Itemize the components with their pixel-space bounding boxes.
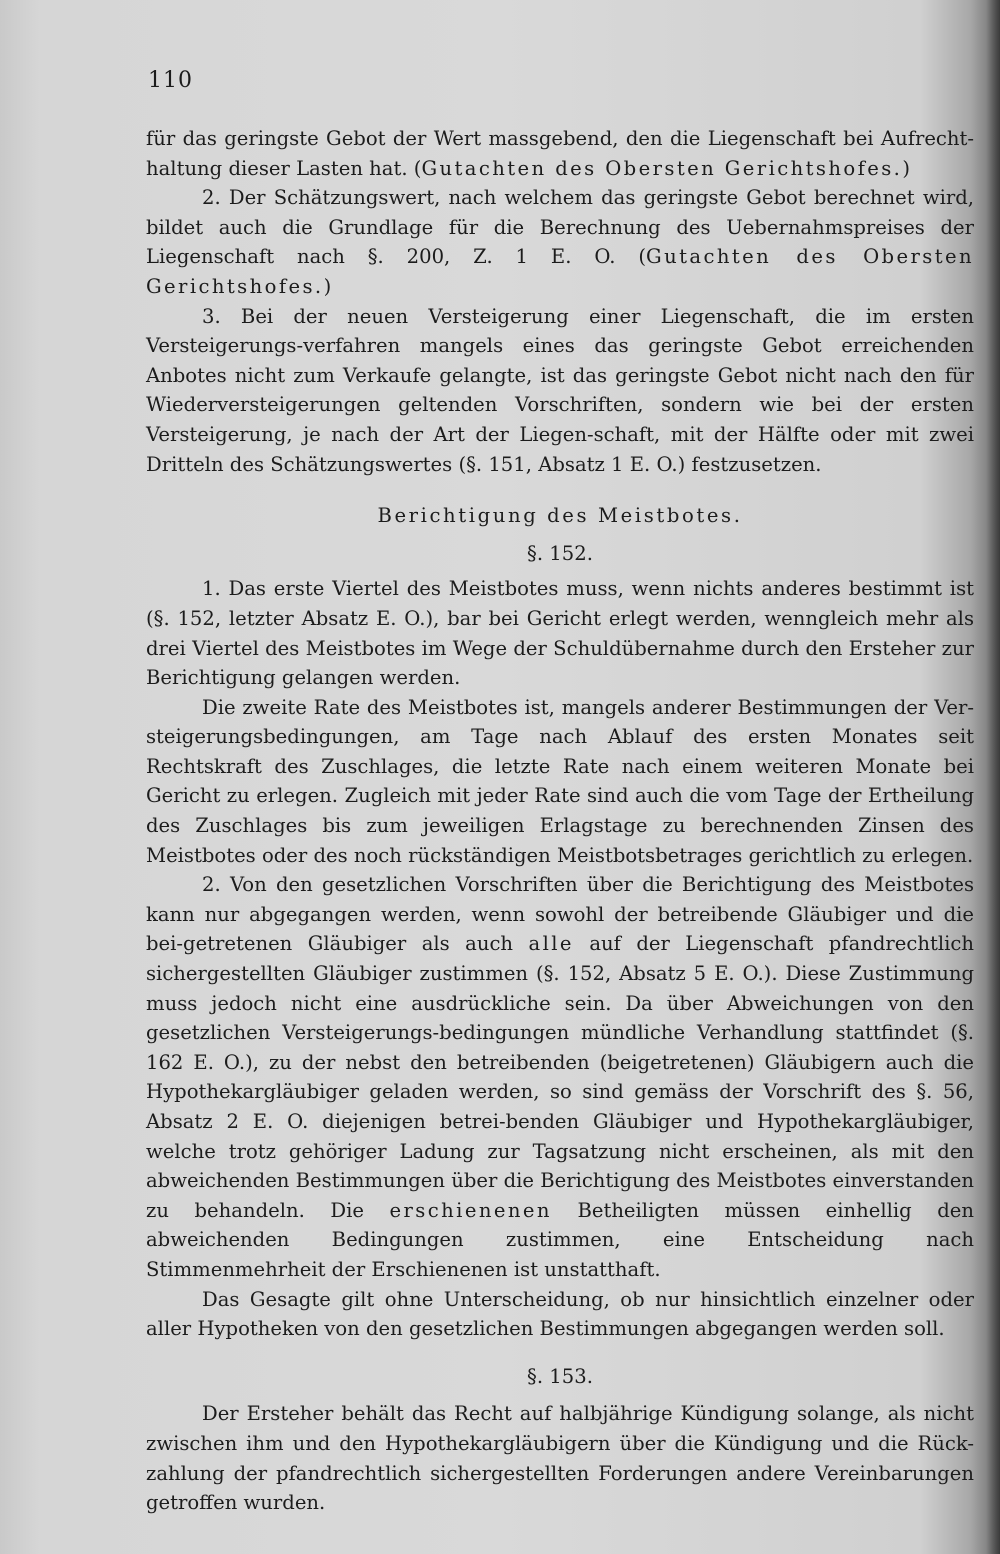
section-152-paragraph-4: Das Gesagte gilt ohne Unterscheidung, ob nur hinsichtlich einzelner oder aller Hypotheken von den gesetzlichen Bestimmungen abgegangen werden soll. (146, 1287, 974, 1341)
p3-text-c: Betheiligten müssen einhellig den abweichenden Bedingungen zustimmen, eine Entscheidung nach Stimmenmehrheit der Erschienenen ist unstatthaft. (146, 1198, 974, 1281)
section-heading: Berichtigung des Meistbotes. (377, 504, 743, 528)
p3-emphasis-alle: alle (528, 932, 574, 956)
intro-p2-citation: Gutachten des Obersten Gerichtshofes. (146, 245, 975, 298)
paragraph-mark-153: §. 153. (527, 1364, 593, 1388)
paragraph-mark-152: §. 152. (527, 541, 593, 565)
intro-p2-text: 2. Der Schätzungswert, nach welchem das geringste Gebot berechnet wird, bildet auch die Grundlage für die Berechnung des Uebernahmspreises der Liegenschaft nach §. 200, Z. 1 E. O. ( (146, 186, 974, 269)
section-153-paragraph-1: Der Ersteher behält das Recht auf halbjährige Kündigung solange, als nicht zwischen ihm und den Hypothekargläubigern über die Kündigung und die Rück-zahlung der pfandrechtlich sichergestellten Forderungen andere Vereinbarungen getroffen wurden. (146, 1402, 974, 1515)
intro-citation: Gutachten des Obersten Gerichtshofes. (421, 156, 903, 180)
intro-paragraph-2 (146, 183, 974, 301)
p3-emphasis-erschienenen: erschienenen (389, 1198, 552, 1222)
intro-text: für das geringste Gebot der Wert massgebend, den die Liegenschaft bei Aufrecht-haltung dieser Lasten hat. ( (146, 127, 974, 180)
page-body (146, 124, 974, 1518)
p3-text-b: auf der Liegenschaft pfandrechtlich sichergestellten Gläubiger zustimmen (§. 152, Absatz 5 E. O.). Diese Zustimmung muss jedoch nicht eine ausdrückliche sein. Da über Abweichungen von den gesetzlichen Versteigerungs-bedingungen mündliche Verhandlung stattfindet (§. 162 E. O.), zu der nebst den betreibenden (beigetretenen) Gläubigern auch die Hypothekargläubiger geladen werden, so sind gemäss der Vorschrift des §. 56, Absatz 2 E. O. diejenigen betrei-benden Gläubiger und Hypothekargläubiger, welche trotz gehöriger Ladung zur Tagsatzung nicht erscheinen, als mit den abweichenden Bestimmungen über die Berichtigung des Meistbotes einverstanden zu behandeln. Die (146, 932, 974, 1222)
section-152-paragraph-3 (146, 870, 974, 1284)
intro-paragraph-continuation (146, 124, 974, 183)
intro-citation-close: ) (902, 156, 910, 180)
page-edge-shadow (986, 0, 1000, 1554)
intro-paragraph-3: 3. Bei der neuen Versteigerung einer Liegenschaft, die im ersten Versteigerungs-verfahren mangels eines das geringste Gebot erreichenden Anbotes nicht zum Verkaufe gelangte, ist das geringste Gebot nicht nach den für Wiederversteigerungen geltenden Vorschriften, sondern wie bei der ersten Versteigerung, je nach der Art der Liegen-schaft, mit der Hälfte oder mit zwei Dritteln des Schätzungswertes (§. 151, Absatz 1 E. O.) festzusetzen. (146, 304, 974, 476)
page-number: 110 (148, 68, 193, 93)
section-152-paragraph-2: Die zweite Rate des Meistbotes ist, mangels anderer Bestimmungen der Ver-steigerungsbedingungen, am Tage nach Ablauf des ersten Monates seit Rechtskraft des Zuschlages, die letzte Rate nach einem weiteren Monate bei Gericht zu erlegen. Zugleich mit jeder Rate sind auch die vom Tage der Ertheilung des Zuschlages bis zum jeweiligen Erlagstage zu berechnenden Zinsen des Meistbotes oder des noch rückständigen Meistbotsbetrages gerichtlich zu erlegen. (146, 695, 974, 867)
intro-p2-citation-close: ) (323, 274, 332, 298)
p3-text-a: 2. Von den gesetzlichen Vorschriften über die Berichtigung des Meistbotes kann nur abgegangen werden, wenn sowohl der betreibende Gläubiger und die bei-getretenen Gläubiger als auch (146, 873, 974, 956)
section-152-paragraph-1: 1. Das erste Viertel des Meistbotes muss, wenn nichts anderes bestimmt ist (§. 152, letzter Absatz E. O.), bar bei Gericht erlegt werden, wenngleich mehr als drei Viertel des Meistbotes im Wege der Schuldübernahme durch den Ersteher zur Berichtigung gelangen werden. (146, 577, 974, 690)
